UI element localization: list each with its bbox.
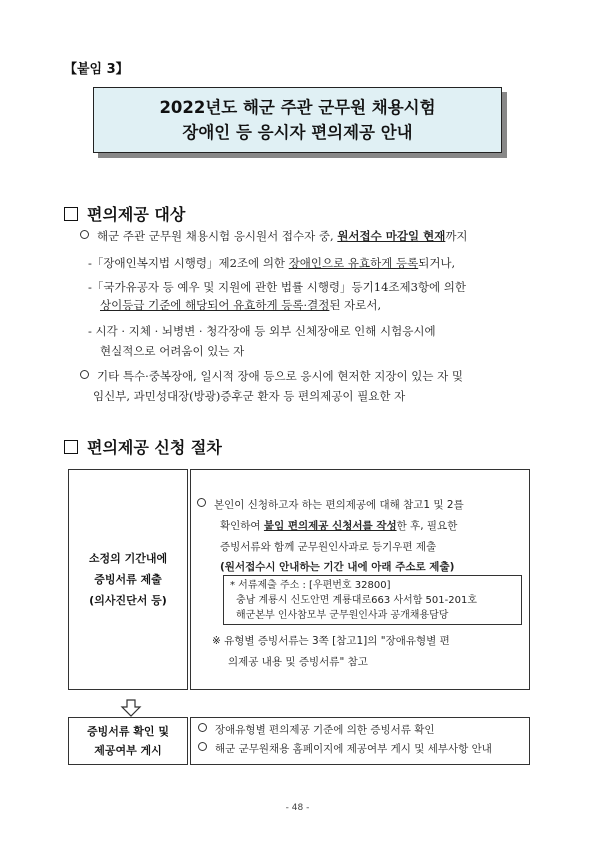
note-line-1: ※ 유형별 증빙서류는 3쪽 [참고1]의 "장애유형별 편 <box>212 635 450 647</box>
title-box <box>93 87 502 153</box>
page-number: - 48 - <box>285 803 310 813</box>
step-2-label-line: 제공여부 게시 <box>94 744 162 757</box>
step-1-label-line: (의사진단서 등) <box>89 594 167 607</box>
target-item-2-line-2: 임신부, 과민성대장(방광)증후군 환자 등 편의제공이 필요한 자 <box>93 389 406 403</box>
section-heading-target: 편의제공 대상 <box>64 202 185 225</box>
note-line-2: 의제공 내용 및 증빙서류" 참고 <box>228 656 368 668</box>
circle-bullet-icon <box>198 723 207 732</box>
target-sub-3-line-1: - 시각 · 지체 · 뇌병변 · 청각장애 등 외부 신체장애로 인해 시험응시에 <box>88 324 436 338</box>
step-1-line-1: 본인이 신청하고자 하는 편의제공에 대해 참고1 및 2를 <box>197 495 464 516</box>
circle-bullet-icon <box>198 742 207 751</box>
step-1-line-2: 확인하여 붙임 편의제공 신청서를 작성한 후, 필요한 <box>220 520 458 532</box>
circle-bullet-icon <box>197 498 206 507</box>
step-2-detail-box <box>190 717 530 765</box>
target-sub-3-line-2: 현실적으로 어려움이 있는 자 <box>100 344 245 358</box>
attachment-tag: 【붙임 3】 <box>64 62 129 77</box>
step-1-line-3: 증빙서류와 함께 군무원인사과로 등기우편 제출 <box>220 541 437 553</box>
target-item-2-line-1: 기타 특수·중복장애, 일시적 장애 등으로 응시에 현저한 지장이 있는 자 및 <box>80 369 463 383</box>
step-1-line-4: (원서접수시 안내하는 기간 내에 아래 주소로 제출) <box>220 561 455 573</box>
down-arrow-icon <box>120 699 142 717</box>
square-bullet-icon <box>64 440 78 454</box>
target-sub-2-line-1: -「국가유공자 등 예우 및 지원에 관한 법률 시행령」등기14조제3항에 의한 <box>88 280 467 294</box>
square-bullet-icon <box>64 207 78 221</box>
step-1-label-line: 증빙서류 제출 <box>94 573 162 586</box>
step-2-item-2: 해군 군무원채용 홈페이지에 제공여부 게시 및 세부사항 안내 <box>198 740 492 759</box>
address-line-1: * 서류제출 주소 : [우편번호 32800] <box>230 580 391 591</box>
circle-bullet-icon <box>80 370 89 379</box>
circle-bullet-icon <box>80 230 89 239</box>
target-sub-1: -「장애인복지법 시행령」제2조에 의한 장애인으로 유효하게 등록되거나, <box>88 256 456 270</box>
step-1-label-line: 소정의 기간내에 <box>88 552 168 565</box>
title-line-1: 2022년도 해군 주관 군무원 채용시험 <box>159 98 436 117</box>
target-sub-2-line-2: 상이등급 기준에 해당되어 유효하게 등록·결정된 자로서, <box>100 298 382 312</box>
step-1-label-box <box>68 469 188 690</box>
section-heading-procedure: 편의제공 신청 절차 <box>64 435 222 458</box>
address-line-2: 충남 계룡시 신도안면 계룡대로663 사서함 501-201호 <box>236 595 477 606</box>
address-line-3: 해군본부 인사참모부 군무원인사과 공개채용담당 <box>236 610 449 621</box>
step-2-label-line: 증빙서류 확인 및 <box>86 725 170 738</box>
step-2-item-1: 장애유형별 편의제공 기준에 의한 증빙서류 확인 <box>198 721 435 740</box>
title-line-2: 장애인 등 응시자 편의제공 안내 <box>182 123 413 142</box>
step-2-label-box <box>68 717 188 765</box>
target-item-1: 해군 주관 군무원 채용시험 응시원서 접수자 중, 원서접수 마감일 현재까지 <box>80 229 468 243</box>
